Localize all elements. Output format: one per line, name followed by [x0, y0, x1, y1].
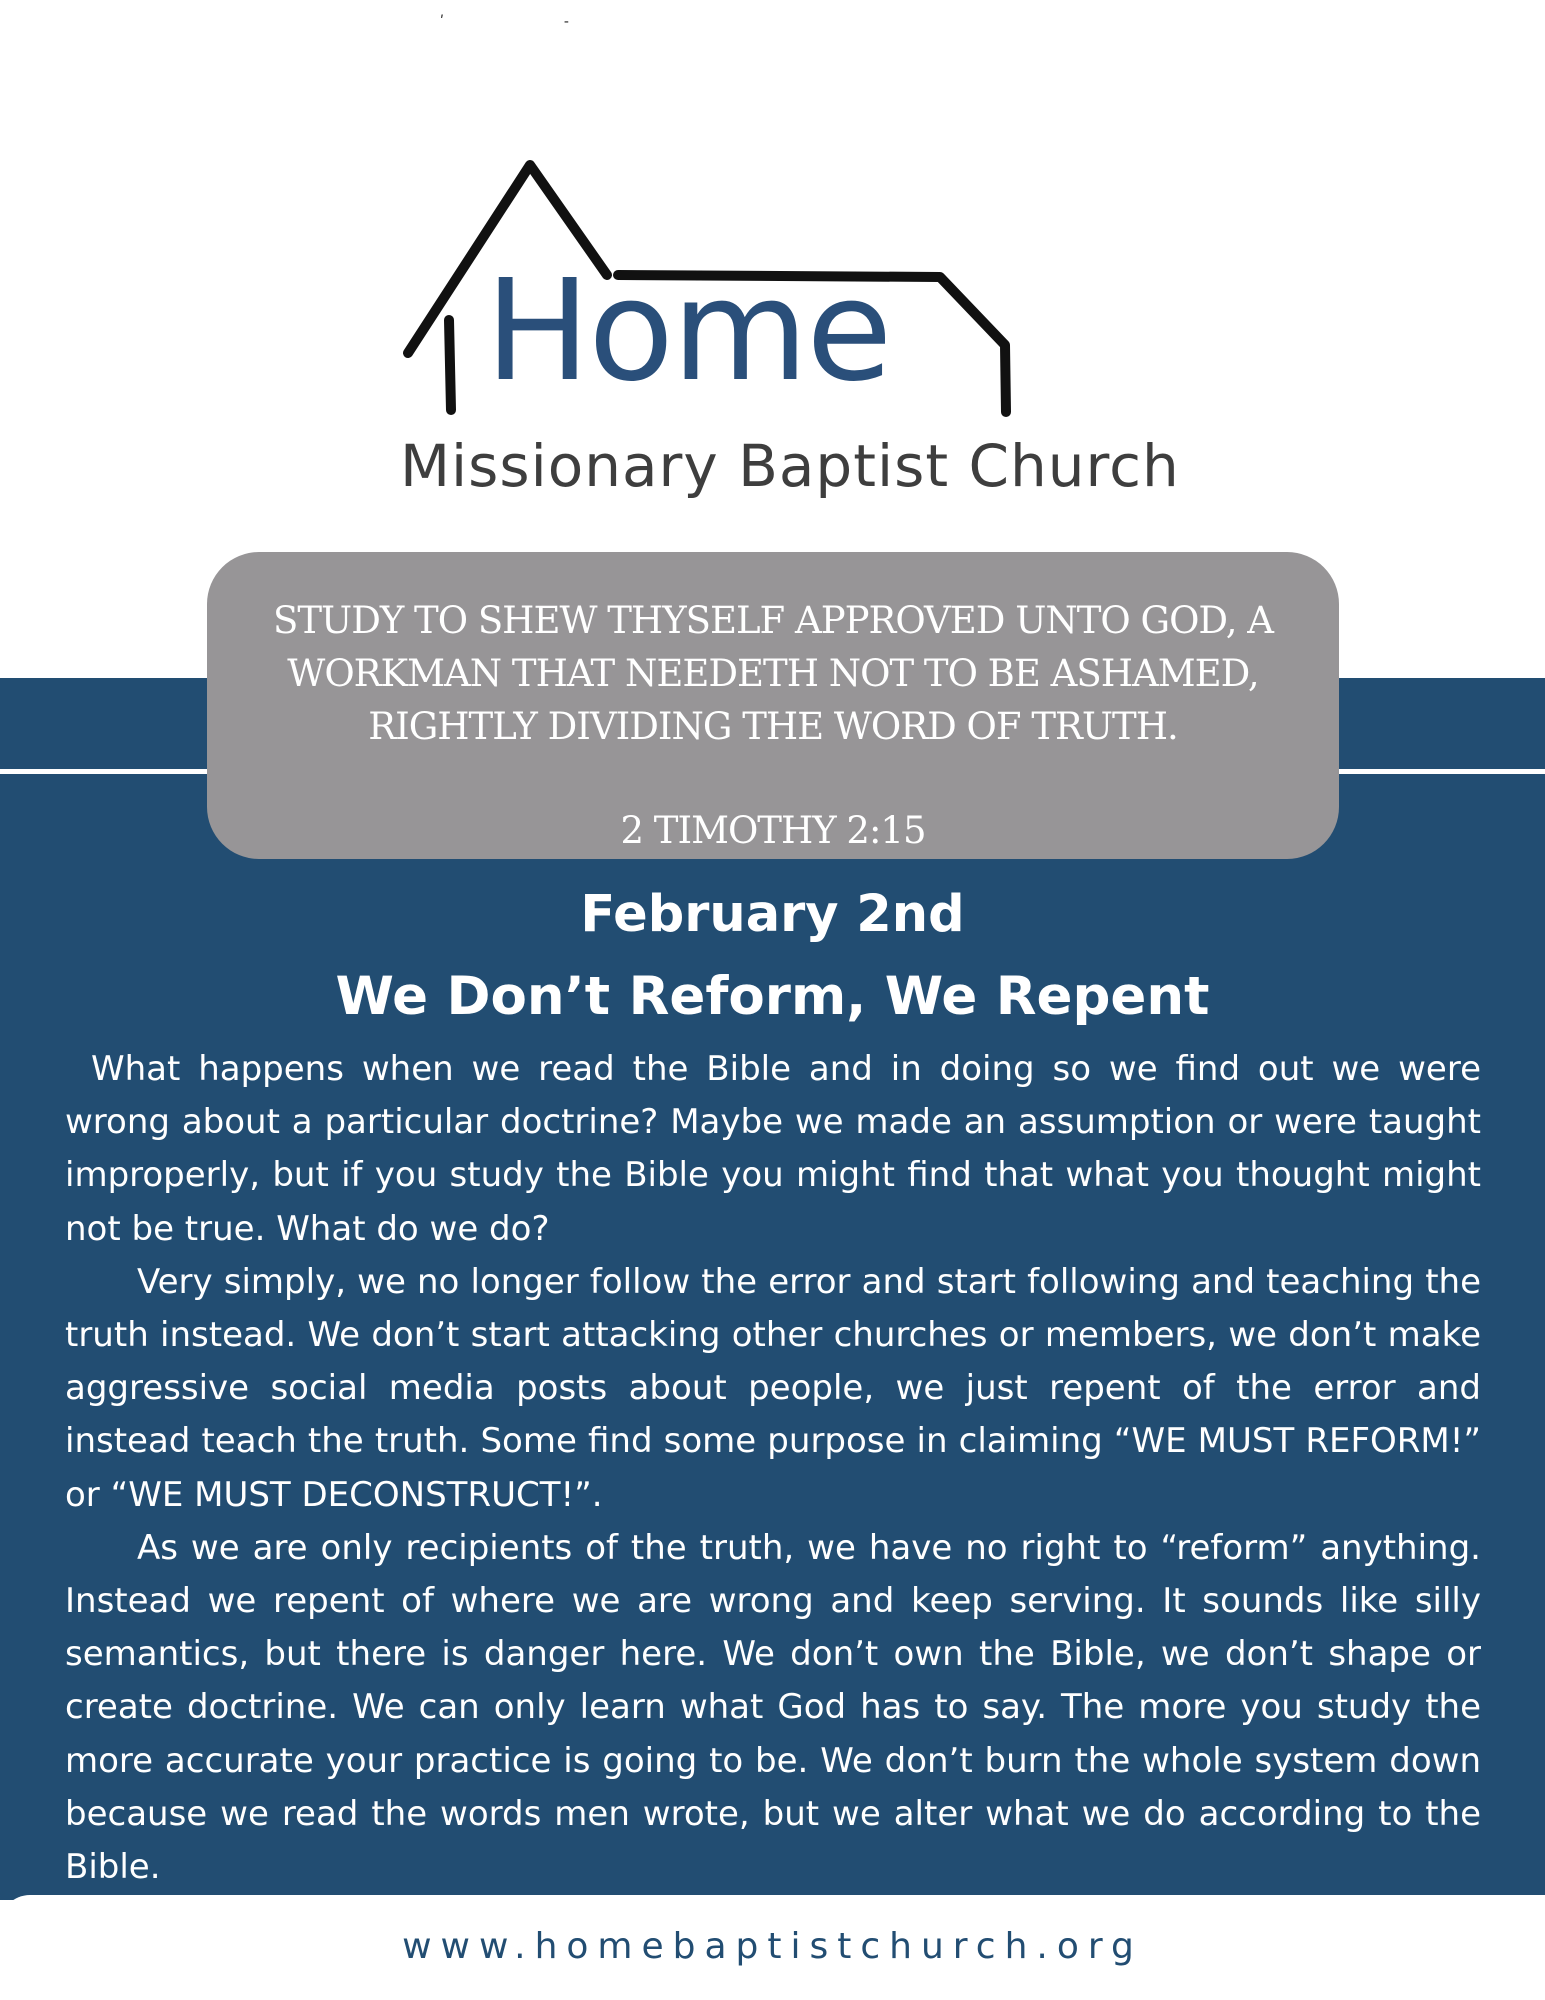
logo-home-word: Home	[485, 250, 891, 413]
body-paragraph: As we are only recipients of the truth, we have no right to “reform” anything. Instead we repent of where we are wrong and keep serving. It sounds like silly semantics, but there is danger here. We don’t own the Bible, we don’t shape or create doctrine. We can only learn what God has to say. The more you study the more accurate your practice is going to be. We don’t burn the whole system down because we read the words men wrote, but we alter what we do according to the Bible.	[65, 1527, 1481, 1888]
scripture-box	[207, 552, 1339, 859]
devotional-body	[65, 1043, 1481, 1894]
top-mark: ʹ	[440, 14, 564, 30]
body-paragraph: What happens when we read the Bible and in doing so we find out we were wrong about a particular doctrine? Maybe we made an assumption or were taught improperly, but if you study the Bible you might find that what you thought might not be true. What do we do?	[65, 1049, 1481, 1249]
church-logo	[395, 150, 1235, 530]
body-paragraph: Very simply, we no longer follow the error and start following and teaching the truth instead. We don’t start attacking other churches or members, we don’t make aggressive social media posts about people, we just repent of the error and instead teach the truth. Some find some purpose in claiming “WE MUST REFORM!” or “WE MUST DECONSTRUCT!”.	[65, 1261, 1481, 1515]
scripture-reference: 2 TIMOTHY 2:15	[620, 809, 926, 852]
scripture-text: STUDY TO SHEW THYSELF APPROVED UNTO GOD, A WORKMAN THAT NEEDETH NOT TO BE ASHAMED, RIGHTLY DIVIDING THE WORD OF TRUTH.	[273, 599, 1273, 748]
devotional-title: We Don’t Reform, We Repent	[335, 966, 1210, 1027]
top-marks	[440, 14, 689, 30]
website-url: www.homebaptistchurch.org	[402, 1926, 1143, 1967]
logo-subtitle: Missionary Baptist Church	[400, 432, 1180, 500]
devotional-date: February 2nd	[580, 885, 965, 944]
top-mark: ‐	[563, 14, 689, 30]
